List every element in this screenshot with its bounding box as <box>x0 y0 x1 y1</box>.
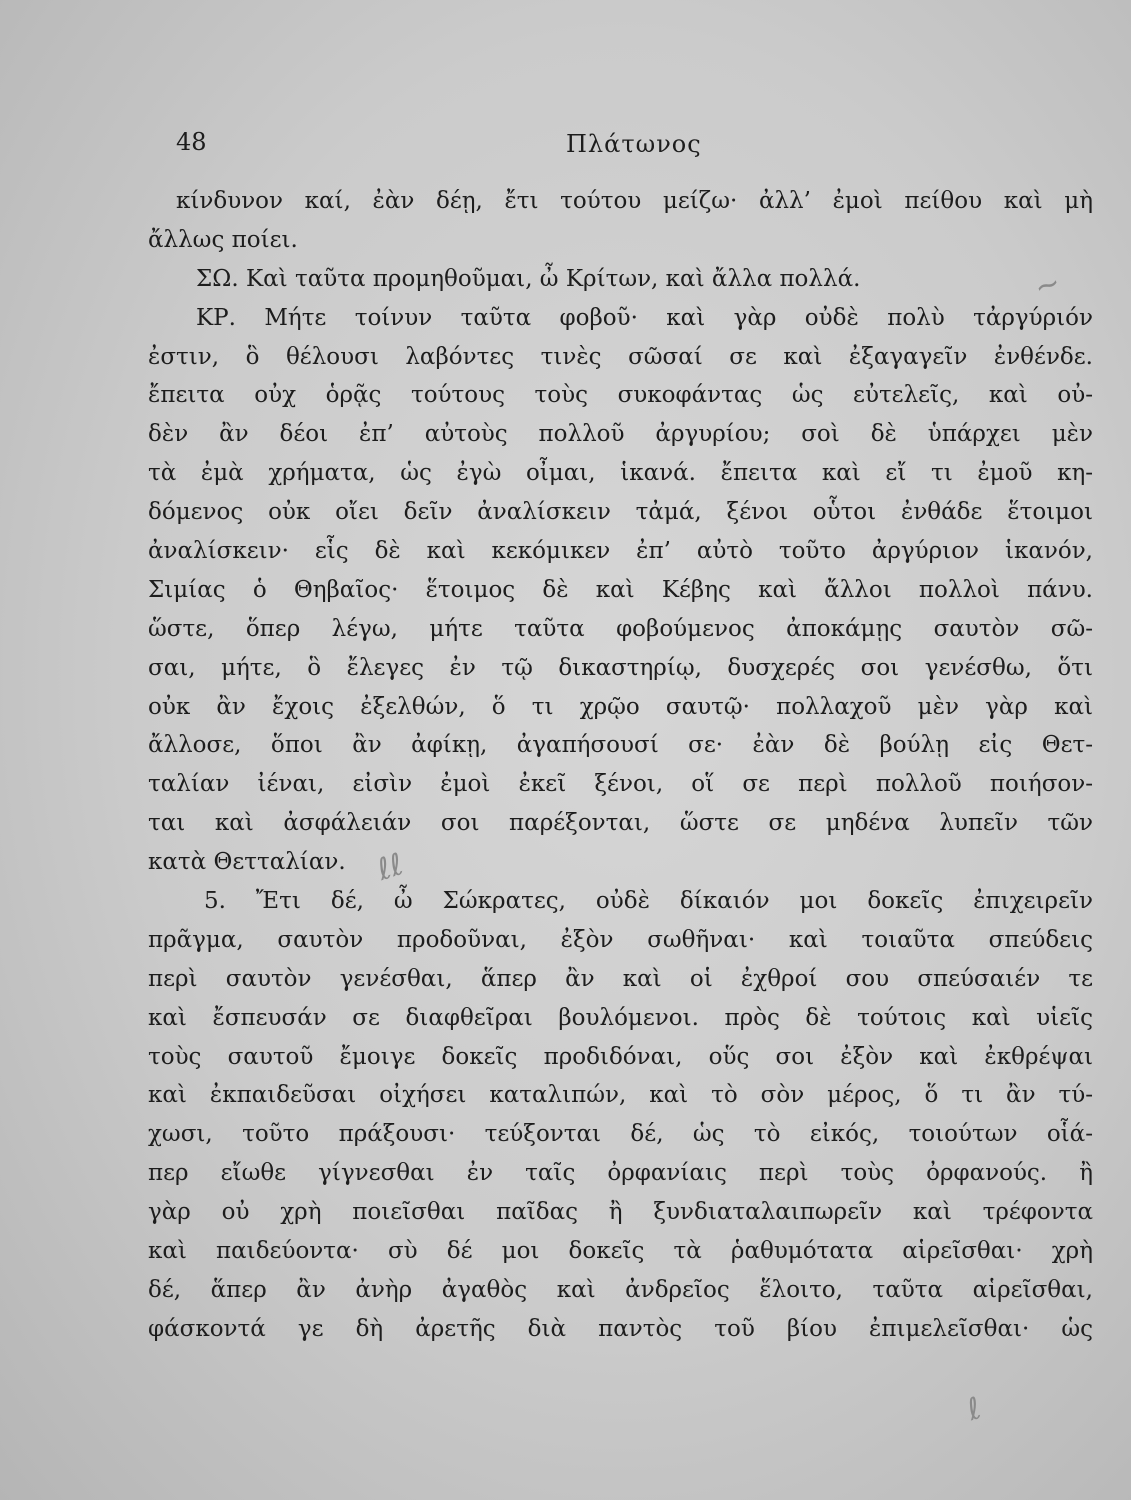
text-line: σαι, μήτε, ὃ ἔλεγες ἐν τῷ δικαστηρίῳ, δυσχερές σοι γενέσθω, ὅτι <box>148 654 1093 681</box>
text-line: καὶ παιδεύοντα· σὺ δέ μοι δοκεῖς τὰ ῥαθυμότατα αἱρεῖσθαι· χρὴ <box>148 1238 1093 1265</box>
text-line: δὲν ἂν δέοι ἐπ’ αὐτοὺς πολλοῦ ἀργυρίου; σοὶ δὲ ὑπάρχει μὲν <box>148 421 1093 448</box>
running-title: Πλάτωνος <box>566 130 702 158</box>
pencil-mark-1: ~ <box>1030 264 1065 307</box>
text-line: περὶ σαυτὸν γενέσθαι, ἅπερ ἂν καὶ οἱ ἐχθροί σου σπεύσαιέν τε <box>148 965 1093 992</box>
text-line: δόμενος οὐκ οἴει δεῖν ἀναλίσκειν τἀμά, ξένοι οὗτοι ἐνθάδε ἕτοιμοι <box>148 499 1093 526</box>
text-line: ἄλλως ποίει. <box>148 226 298 253</box>
text-line: τοὺς σαυτοῦ ἔμοιγε δοκεῖς προδιδόναι, οὕς σοι ἐξὸν καὶ ἐκθρέψαι <box>148 1043 1093 1070</box>
text-line: ταλίαν ἰέναι, εἰσὶν ἐμοὶ ἐκεῖ ξένοι, οἵ σε περὶ πολλοῦ ποιήσον- <box>148 771 1093 798</box>
text-line: ἀναλίσκειν· εἷς δὲ καὶ κεκόμικεν ἐπ’ αὐτὸ τοῦτο ἀργύριον ἱκανόν, <box>148 538 1093 565</box>
text-line: δέ, ἅπερ ἂν ἀνὴρ ἀγαθὸς καὶ ἀνδρεῖος ἕλοιτο, ταῦτα αἱρεῖσθαι, <box>148 1276 1093 1303</box>
text-line: γὰρ οὐ χρὴ ποιεῖσθαι παῖδας ἢ ξυνδιαταλαιπωρεῖν καὶ τρέφοντα <box>148 1199 1093 1226</box>
text-line: πρᾶγμα, σαυτὸν προδοῦναι, ἐξὸν σωθῆναι· καὶ τοιαῦτα σπεύδεις <box>148 926 1093 953</box>
pencil-mark-2: ℓℓ <box>373 847 408 888</box>
text-line: χωσι, τοῦτο πράξουσι· τεύξονται δέ, ὡς τὸ εἰκός, τοιούτων οἷά- <box>148 1121 1093 1148</box>
text-line: κίνδυνον καί, ἐὰν δέῃ, ἔτι τούτου μείζω· ἀλλ’ ἐμοὶ πείθου καὶ μὴ <box>176 188 1093 214</box>
text-line: κατὰ Θετταλίαν. <box>148 849 346 876</box>
text-line: ΣΩ. Καὶ ταῦτα προμηθοῦμαι, ὦ Κρίτων, καὶ ἄλλα πολλά. <box>196 265 861 292</box>
body-text <box>148 182 1093 1349</box>
text-line: καὶ ἔσπευσάν σε διαφθεῖραι βουλόμενοι. πρὸς δὲ τούτοις καὶ υἱεῖς <box>148 1004 1093 1031</box>
text-line: ἄλλοσε, ὅποι ἂν ἀφίκῃ, ἀγαπήσουσί σε· ἐὰν δὲ βούλῃ εἰς Θετ- <box>148 732 1093 759</box>
text-line: Σιμίας ὁ Θηβαῖος· ἕτοιμος δὲ καὶ Κέβης καὶ ἄλλοι πολλοὶ πάνυ. <box>148 576 1093 603</box>
text-line: ὥστε, ὅπερ λέγω, μήτε ταῦτα φοβούμενος ἀποκάμῃς σαυτὸν σῶ- <box>148 615 1093 642</box>
text-line: οὐκ ἂν ἔχοις ἐξελθών, ὅ τι χρῷο σαυτῷ· πολλαχοῦ μὲν γὰρ καὶ <box>148 693 1093 720</box>
text-line: τὰ ἐμὰ χρήματα, ὡς ἐγὼ οἶμαι, ἱκανά. ἔπειτα καὶ εἴ τι ἐμοῦ κη- <box>148 460 1093 487</box>
text-line: ἔπειτα οὐχ ὁρᾷς τούτους τοὺς συκοφάντας ὡς εὐτελεῖς, καὶ οὐ- <box>148 382 1093 409</box>
text-line: περ εἴωθε γίγνεσθαι ἐν ταῖς ὀρφανίαις περὶ τοὺς ὀρφανούς. ἢ <box>148 1160 1093 1187</box>
page-header <box>176 128 1091 168</box>
text-line: φάσκοντά γε δὴ ἀρετῆς διὰ παντὸς τοῦ βίου ἐπιμελεῖσθαι· ὡς <box>148 1315 1093 1342</box>
pencil-mark-3: ℓ <box>962 1390 986 1429</box>
page-number: 48 <box>176 128 207 156</box>
text-line: 5. Ἔτι δέ, ὦ Σώκρατες, οὐδὲ δίκαιόν μοι δοκεῖς ἐπιχειρεῖν <box>204 888 1093 915</box>
text-line: ΚΡ. Μήτε τοίνυν ταῦτα φοβοῦ· καὶ γὰρ οὐδὲ πολὺ τἀργύριόν <box>196 304 1093 331</box>
text-line: ἐστιν, ὃ θέλουσι λαβόντες τινὲς σῶσαί σε καὶ ἐξαγαγεῖν ἐνθένδε. <box>148 343 1093 370</box>
text-line: καὶ ἐκπαιδεῦσαι οἰχήσει καταλιπών, καὶ τὸ σὸν μέρος, ὅ τι ἂν τύ- <box>148 1082 1093 1109</box>
text-line: ται καὶ ἀσφάλειάν σοι παρέξονται, ὥστε σε μηδένα λυπεῖν τῶν <box>148 810 1093 837</box>
